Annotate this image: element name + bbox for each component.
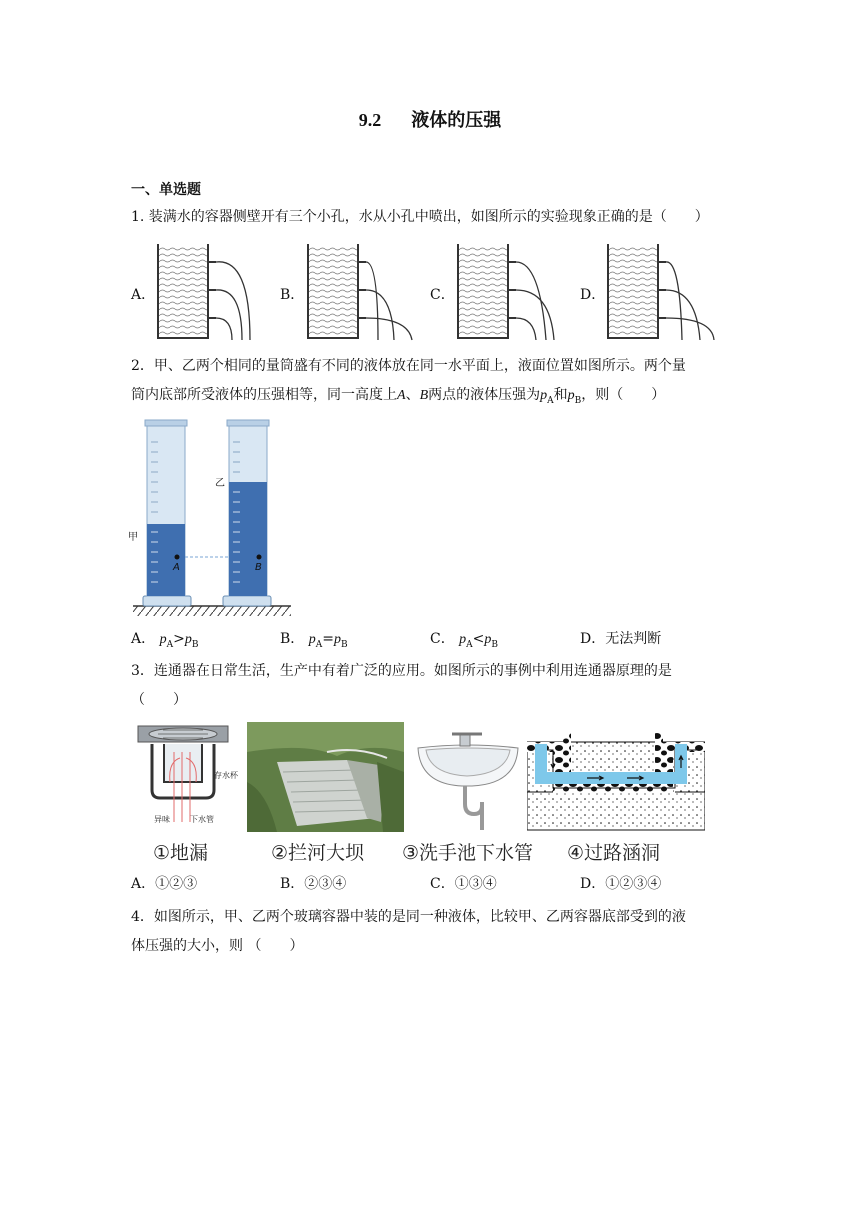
q3-stem-line1: 3．连通器在日常生活，生产中有着广泛的应用。如图所示的事例中利用连通器原理的是 <box>131 663 672 679</box>
q1-figure-a <box>150 240 270 344</box>
point-a-label: A <box>397 388 406 403</box>
point-b-label: B <box>419 388 429 403</box>
label-yi: 乙 <box>215 478 225 489</box>
q1-option-c[interactable]: C． <box>430 287 455 303</box>
dam-photo-image <box>247 722 404 832</box>
q4-stem-line1: 4．如图所示，甲、乙两个玻璃容器中装的是同一种液体，比较甲、乙两容器底部受到的液 <box>131 909 686 925</box>
floor-drain-image <box>130 722 238 832</box>
section-heading: 一、单选题 <box>131 182 201 198</box>
q1-figure-b <box>300 240 420 344</box>
q2-option-d[interactable]: D．无法判断 <box>580 631 662 647</box>
culvert-image <box>527 732 705 832</box>
label-water-cup: 存水杯 <box>214 771 238 780</box>
q1-stem: 1. 装满水的容器侧壁开有三个小孔，水从小孔中喷出，如图所示的实验现象正确的是（ ） <box>131 209 709 225</box>
q2-option-c[interactable]: C． $p_A<p_B$ <box>430 631 499 650</box>
q1-option-b[interactable]: B． <box>280 287 305 303</box>
q3-option-b[interactable]: B．②③④ <box>280 876 347 892</box>
q2-stem-line2: 筒内底部所受液体的压强相等，同一高度上A、B两点的液体压强为$p_A$和$p_B$，则（ ） <box>131 387 666 406</box>
q4-stem-line2: 体压强的大小，则 （ ） <box>131 938 304 954</box>
label-odor: 异味 <box>154 815 170 824</box>
q3-stem-line2: （ ） <box>131 692 187 708</box>
q2-option-a[interactable]: A． $p_A>p_B$ <box>131 631 199 650</box>
q3-option-a[interactable]: A．①②③ <box>131 876 198 892</box>
label-drain-pipe: 下水管 <box>190 815 214 824</box>
caption-floor-drain: ①地漏 <box>153 842 209 864</box>
q1-figure-c <box>450 240 570 344</box>
cylinder-point-b: B <box>255 562 262 573</box>
label-jia: 甲 <box>128 532 138 543</box>
title-number: 9.2 <box>358 110 382 130</box>
caption-dam: ②拦河大坝 <box>271 842 365 864</box>
q2-option-b[interactable]: B． $p_A=p_B$ <box>280 631 348 650</box>
q1-option-d[interactable]: D． <box>580 287 606 303</box>
q3-option-c[interactable]: C．①③④ <box>430 876 497 892</box>
q2-cylinders-figure <box>125 412 295 620</box>
q3-option-d[interactable]: D．①②③④ <box>580 876 662 892</box>
q1-option-a[interactable]: A． <box>131 287 156 303</box>
sink-image <box>412 722 522 832</box>
caption-culvert: ④过路涵洞 <box>567 842 661 864</box>
title-text: 液体的压强 <box>411 110 502 131</box>
q1-figure-d <box>600 240 720 344</box>
q2-stem-line1: 2．甲、乙两个相同的量筒盛有不同的液体放在同一水平面上，液面位置如图所示。两个量 <box>131 358 686 374</box>
page-title <box>0 106 860 132</box>
cylinder-point-a: A <box>173 562 180 573</box>
caption-sink: ③洗手池下水管 <box>402 842 534 864</box>
